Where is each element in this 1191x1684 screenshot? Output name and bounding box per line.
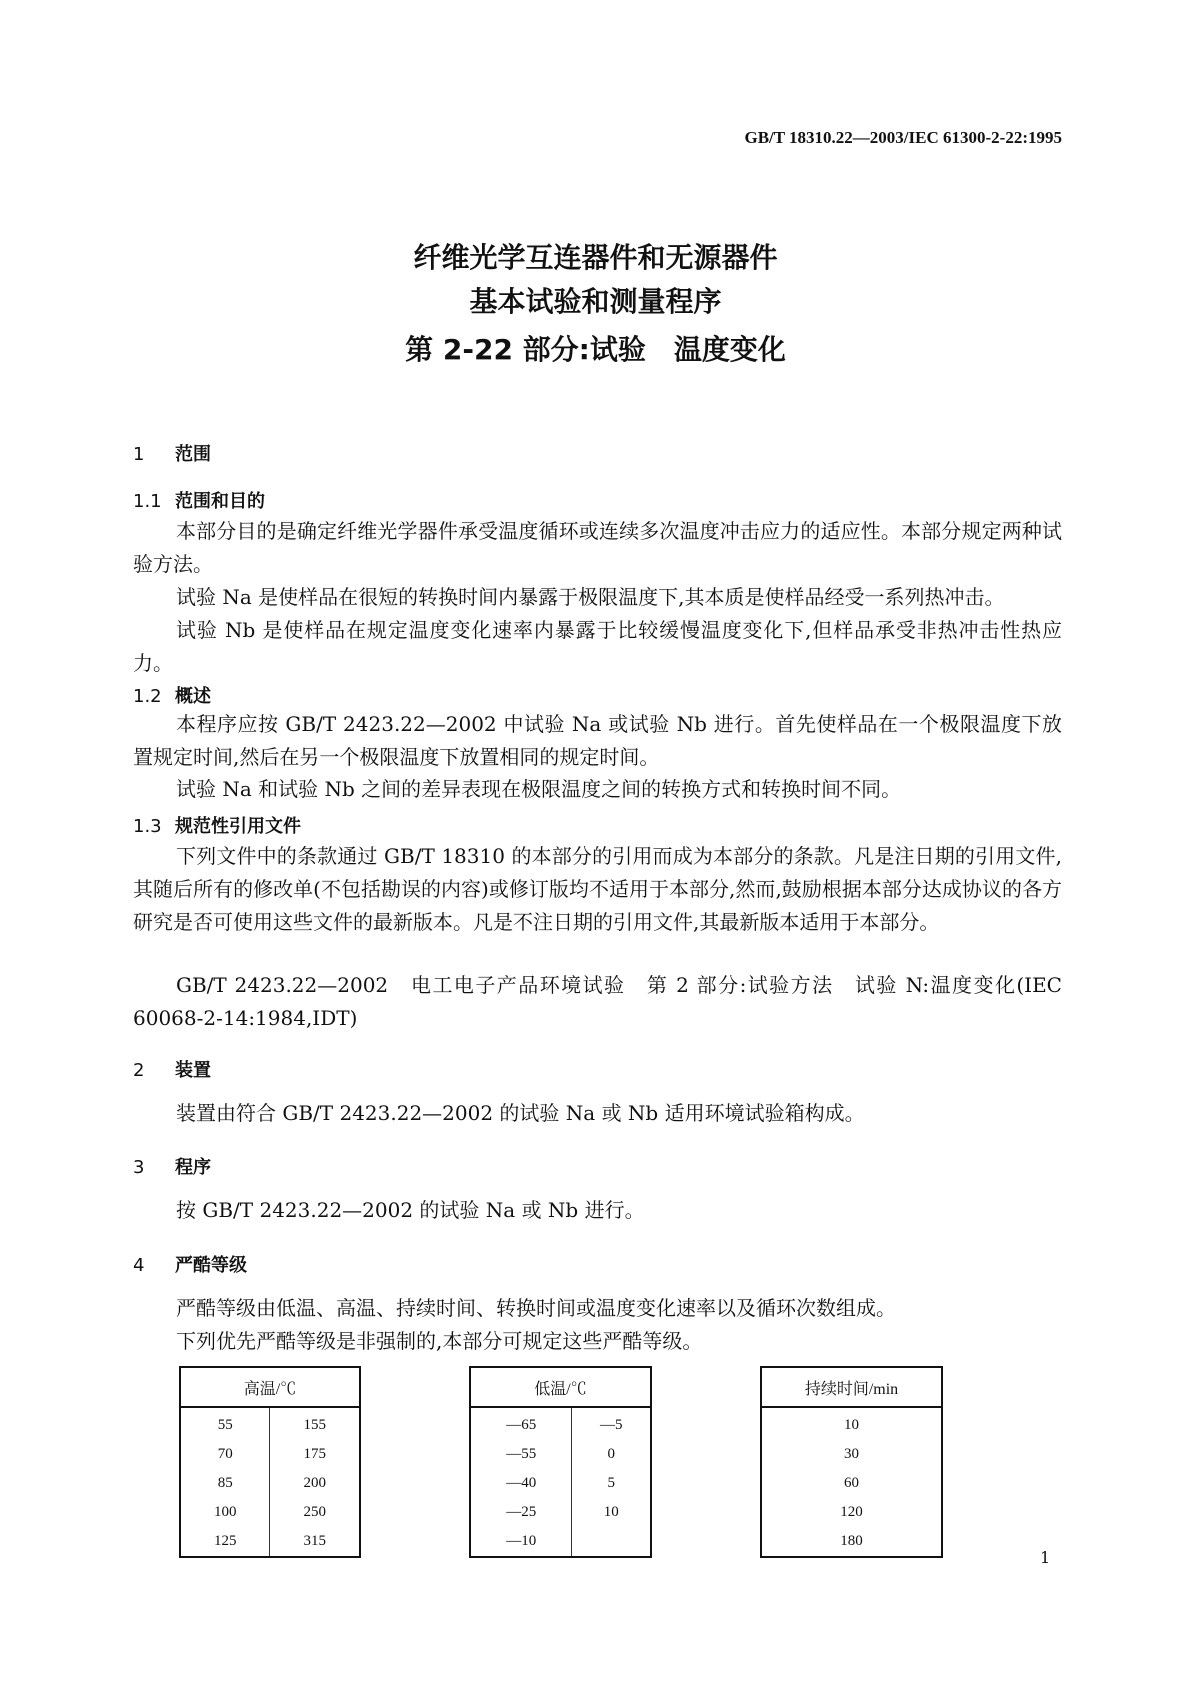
table-cell: 55 [180, 1407, 270, 1440]
table-row [180, 1440, 360, 1469]
section-title: 范围和目的 [175, 491, 265, 512]
section-title: 范围 [175, 444, 211, 465]
table-cell: 10 [603, 1504, 619, 1520]
table-cell: 100 [180, 1498, 270, 1527]
table-row [470, 1527, 651, 1557]
paragraph: 严酷等级由低温、高温、持续时间、转换时间或温度变化速率以及循环次数组成。 [176, 1296, 896, 1320]
section-number: 1.2 [133, 686, 162, 707]
paragraph: 本程序应按 GB/T 2423.22—2002 中试验 Na 或试验 Nb 进行。首先使样品在一个极限温度下放置规定时间,然后在另一个极限温度下放置相同的规定时间。 [133, 712, 1062, 769]
table-cell: —25 [470, 1498, 572, 1527]
duration-table [760, 1366, 943, 1558]
section-1-heading [133, 440, 211, 466]
title-line-2: 基本试验和测量程序 [469, 285, 722, 318]
table-header: 高温/℃ [180, 1367, 360, 1407]
table-row [180, 1469, 360, 1498]
table-row [180, 1527, 360, 1557]
section-number: 1.1 [133, 491, 162, 512]
table-cell: 175 [303, 1446, 326, 1462]
table-cell: 0 [607, 1446, 615, 1462]
table-cell: 120 [840, 1504, 863, 1520]
table-header: 持续时间/min [761, 1367, 942, 1407]
table-cell: 60 [844, 1475, 859, 1491]
section-1-2-heading [133, 682, 211, 708]
table-row [761, 1527, 942, 1557]
normative-reference: GB/T 2423.22—2002 电工电子产品环境试验 第 2 部分:试验方法 试验 N:温度变化(IEC 60068-2-14:1984,IDT) [133, 973, 1062, 1030]
table-row [470, 1469, 651, 1498]
section-number: 1.3 [133, 816, 162, 837]
page-number: 1 [1040, 1548, 1051, 1567]
table-cell: —5 [599, 1417, 623, 1433]
section-1-3-heading [133, 812, 301, 838]
section-title: 概述 [175, 686, 211, 707]
section-title: 程序 [175, 1157, 211, 1178]
table-cell: 10 [844, 1417, 859, 1433]
paragraph: 装置由符合 GB/T 2423.22—2002 的试验 Na 或 Nb 适用环境试验箱构成。 [176, 1101, 865, 1125]
section-number: 1 [133, 444, 145, 465]
table-cell: 30 [844, 1446, 859, 1462]
section-number: 4 [133, 1255, 145, 1276]
table-cell: 5 [607, 1475, 615, 1491]
table-cell: —65 [470, 1407, 572, 1440]
section-2-heading [133, 1056, 211, 1082]
paragraph: 按 GB/T 2423.22—2002 的试验 Na 或 Nb 进行。 [176, 1198, 645, 1222]
paragraph: 试验 Nb 是使样品在规定温度变化速率内暴露于比较缓慢温度变化下,但样品承受非热冲击性热应力。 [133, 618, 1062, 675]
table-cell: —10 [470, 1527, 572, 1557]
table-row [470, 1498, 651, 1527]
paragraph: 试验 Na 和试验 Nb 之间的差异表现在极限温度之间的转换方式和转换时间不同。 [176, 777, 902, 801]
table-cell [572, 1527, 651, 1557]
paragraph: 试验 Na 是使样品在很短的转换时间内暴露于极限温度下,其本质是使样品经受一系列热冲击。 [176, 585, 1005, 609]
table-cell: 250 [303, 1504, 326, 1520]
table-row [761, 1498, 942, 1527]
low-temperature-table [469, 1366, 652, 1558]
table-cell: 85 [180, 1469, 270, 1498]
table-row [180, 1498, 360, 1527]
table-header: 低温/℃ [470, 1367, 651, 1407]
table-row [180, 1407, 360, 1440]
section-title: 装置 [175, 1060, 211, 1081]
table-row [761, 1440, 942, 1469]
paragraph: 下列优先严酷等级是非强制的,本部分可规定这些严酷等级。 [176, 1329, 703, 1353]
section-title: 严酷等级 [175, 1255, 247, 1276]
paragraph: 下列文件中的条款通过 GB/T 18310 的本部分的引用而成为本部分的条款。凡是注日期的引用文件,其随后所有的修改单(不包括勘误的内容)或修订版均不适用于本部分,然而,鼓励根据本部分达成协议的各方研究是否可使用这些文件的最新版本。凡是不注日期的引用文件,其最新版本适用于本部分。 [133, 844, 1062, 934]
table-cell: 200 [303, 1475, 326, 1491]
section-4-heading [133, 1251, 247, 1277]
section-number: 2 [133, 1060, 145, 1081]
section-1-1-heading [133, 487, 265, 513]
table-cell: 155 [303, 1417, 326, 1433]
paragraph: 本部分目的是确定纤维光学器件承受温度循环或连续多次温度冲击应力的适应性。本部分规定两种试验方法。 [133, 519, 1062, 576]
table-cell: —55 [470, 1440, 572, 1469]
table-cell: 180 [840, 1533, 863, 1549]
title-line-3: 第 2-22 部分:试验 温度变化 [405, 333, 786, 366]
table-row [761, 1469, 942, 1498]
section-number: 3 [133, 1157, 145, 1178]
table-cell: 70 [180, 1440, 270, 1469]
standard-header: GB/T 18310.22—2003/IEC 61300-2-22:1995 [744, 128, 1062, 147]
high-temperature-table [179, 1366, 361, 1558]
title-line-1: 纤维光学互连器件和无源器件 [413, 241, 778, 274]
table-cell: 315 [303, 1533, 326, 1549]
table-row [470, 1407, 651, 1440]
table-cell: 125 [180, 1527, 270, 1557]
table-row [761, 1407, 942, 1440]
table-row [470, 1440, 651, 1469]
section-3-heading [133, 1153, 211, 1179]
section-title: 规范性引用文件 [175, 816, 301, 837]
table-cell: —40 [470, 1469, 572, 1498]
